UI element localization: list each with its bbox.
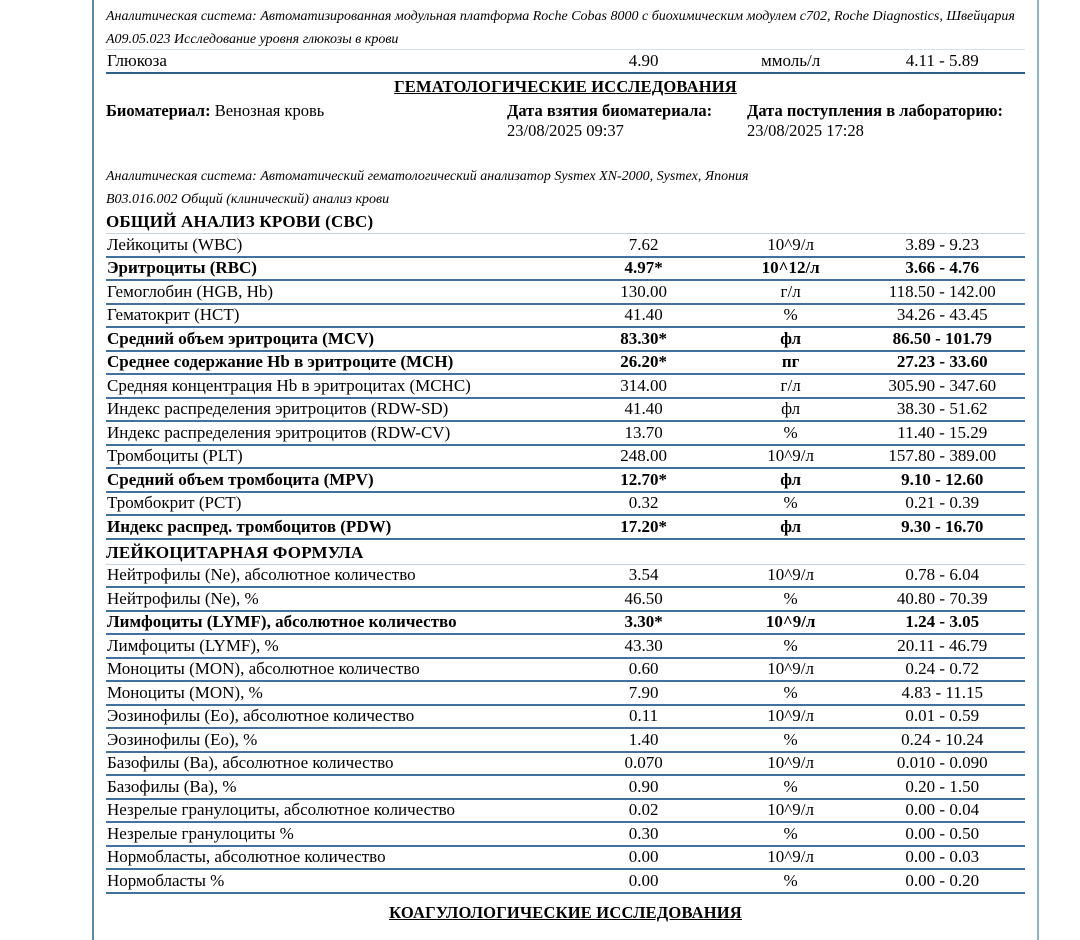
result-name: Лимфоциты (LYMF), % [107, 635, 279, 655]
result-row [106, 800, 1025, 824]
result-unit: % [783, 870, 798, 890]
result-row [106, 234, 1025, 258]
result-name: Индекс распределения эритроцитов (RDW-CV) [107, 422, 451, 442]
result-row [106, 422, 1025, 446]
result-name: Эритроциты (RBC) [107, 258, 257, 278]
result-unit: г/л [780, 281, 801, 301]
result-range: 38.30 - 51.62 [896, 399, 988, 419]
result-unit: 10^9/л [765, 612, 816, 632]
result-unit: фл [781, 399, 801, 419]
result-value: 314.00 [620, 375, 667, 395]
result-range: 40.80 - 70.39 [896, 588, 988, 608]
result-unit: % [783, 729, 798, 749]
result-name: Нейтрофилы (Ne), абсолютное количество [107, 565, 416, 585]
leukocyte-results-table [106, 565, 1025, 894]
result-unit: ммоль/л [761, 51, 821, 70]
result-row [106, 469, 1025, 493]
result-name: Тромбоциты (PLT) [107, 446, 243, 466]
result-value: 0.00 [628, 870, 659, 890]
result-range: 3.66 - 4.76 [905, 258, 980, 278]
result-range: 20.11 - 46.79 [897, 635, 988, 655]
result-name: Лейкоциты (WBC) [107, 234, 243, 254]
result-value: 0.90 [628, 776, 659, 796]
result-range: 4.11 - 5.89 [905, 51, 979, 70]
result-row [106, 588, 1025, 612]
result-unit: 10^9/л [767, 565, 814, 585]
result-value: 248.00 [620, 446, 667, 466]
biomaterial-cell [106, 101, 507, 121]
result-value: 0.02 [628, 800, 659, 820]
result-range: 0.20 - 1.50 [905, 776, 980, 796]
result-value: 0.11 [629, 706, 659, 726]
result-range: 4.83 - 11.15 [901, 682, 984, 702]
result-range: 0.78 - 6.04 [905, 565, 980, 585]
biomaterial-spacer [106, 121, 507, 143]
result-value: 0.32 [628, 493, 659, 513]
result-row [106, 493, 1025, 517]
result-name: Глюкоза [107, 51, 167, 70]
result-unit: 10^9/л [767, 234, 814, 254]
biomaterial-dates-line [106, 121, 1025, 143]
lab-report-page [92, 0, 1039, 940]
result-name: Средний объем тромбоцита (MPV) [107, 469, 374, 489]
collected-label: Дата взятия биоматериала: [507, 101, 713, 120]
test-code-note: A09.05.023 Исследование уровня глюкозы в крови [106, 32, 399, 47]
result-name: Базофилы (Ba), % [107, 776, 237, 796]
result-value: 3.54 [628, 565, 659, 585]
result-range: 305.90 - 347.60 [888, 375, 997, 395]
result-value: 41.40 [624, 399, 663, 419]
result-name: Эозинофилы (Eo), % [107, 729, 258, 749]
result-row [106, 281, 1025, 305]
result-row [106, 776, 1025, 800]
glucose-analytical-notes [106, 0, 1025, 49]
result-unit: % [783, 493, 798, 513]
result-row [106, 635, 1025, 659]
result-range: 0.010 - 0.090 [896, 753, 988, 773]
result-value: 4.97* [624, 258, 663, 278]
result-value: 13.70 [624, 422, 663, 442]
coagulation-section-header [106, 894, 1025, 922]
result-range: 0.21 - 0.39 [905, 493, 980, 513]
biomaterial-label: Биоматериал: [106, 101, 215, 120]
result-value: 41.40 [624, 305, 663, 325]
hematology-section-title: ГЕМАТОЛОГИЧЕСКИЕ ИССЛЕДОВАНИЯ [394, 77, 737, 96]
result-row [106, 328, 1025, 352]
result-range: 118.50 - 142.00 [888, 281, 996, 301]
result-range: 1.24 - 3.05 [905, 612, 980, 632]
result-row [106, 682, 1025, 706]
result-name: Лимфоциты (LYMF), абсолютное количество [107, 612, 457, 632]
result-value: 7.90 [628, 682, 659, 702]
result-unit: 10^9/л [767, 753, 814, 773]
result-range: 86.50 - 101.79 [892, 328, 992, 348]
result-unit: 10^9/л [767, 706, 814, 726]
result-row [106, 352, 1025, 376]
result-row [106, 659, 1025, 683]
result-range: 3.89 - 9.23 [905, 234, 980, 254]
result-unit: % [783, 823, 798, 843]
leukocyte-formula-title: ЛЕЙКОЦИТАРНАЯ ФОРМУЛА [106, 540, 1025, 565]
cbc-results-table [106, 234, 1025, 540]
result-row [106, 706, 1025, 730]
result-row-glucose [106, 49, 1025, 74]
result-value: 0.070 [624, 753, 663, 773]
result-row [106, 516, 1025, 540]
result-row [106, 847, 1025, 871]
result-range: 11.40 - 15.29 [897, 422, 988, 442]
result-row [106, 870, 1025, 894]
result-range: 0.24 - 10.24 [901, 729, 984, 749]
biomaterial-value: Венозная кровь [214, 101, 325, 120]
result-range: 0.01 - 0.59 [905, 706, 980, 726]
result-name: Среднее содержание Hb в эритроците (MCH) [107, 352, 454, 372]
result-unit: 10^9/л [767, 446, 814, 466]
result-value: 7.62 [628, 234, 659, 254]
analytical-system-note: Аналитическая система: Автоматизированная модульная платформа Roche Cobas 8000 с биохимическим модулем c702, Roche Diagnostics, Швейцария [106, 9, 1015, 24]
result-name: Базофилы (Ba), абсолютное количество [107, 753, 394, 773]
result-name: Эозинофилы (Eo), абсолютное количество [107, 706, 415, 726]
result-value: 12.70* [620, 469, 667, 489]
result-range: 27.23 - 33.60 [896, 352, 988, 372]
test-code-note: B03.016.002 Общий (клинический) анализ крови [106, 192, 390, 207]
spacer [106, 143, 1025, 163]
result-unit: 10^9/л [767, 800, 814, 820]
result-value: 83.30* [620, 328, 667, 348]
result-name: Моноциты (MON), абсолютное количество [107, 659, 420, 679]
result-unit: % [783, 682, 798, 702]
result-name: Незрелые гранулоциты % [107, 823, 294, 843]
result-unit: пг [781, 352, 800, 372]
result-value: 46.50 [624, 588, 663, 608]
result-value: 3.30* [624, 612, 663, 632]
result-row [106, 305, 1025, 329]
result-unit: фл [780, 516, 802, 536]
result-unit: г/л [780, 375, 801, 395]
result-unit: 10^9/л [767, 659, 814, 679]
result-unit: % [783, 422, 798, 442]
result-range: 157.80 - 389.00 [888, 446, 997, 466]
result-value: 0.60 [628, 659, 659, 679]
result-name: Нормобласты % [107, 870, 225, 890]
result-unit: фл [780, 469, 802, 489]
result-unit: фл [780, 328, 802, 348]
result-range: 9.10 - 12.60 [901, 469, 984, 489]
result-row [106, 399, 1025, 423]
result-value: 26.20* [620, 352, 667, 372]
result-name: Средняя концентрация Hb в эритроцитах (MCHC) [107, 375, 471, 395]
result-name: Нормобласты, абсолютное количество [107, 847, 386, 867]
received-value: 23/08/2025 17:28 [747, 121, 864, 140]
result-value: 130.00 [620, 281, 667, 301]
result-unit: % [783, 588, 798, 608]
analytical-system-note: Аналитическая система: Автоматический гематологический анализатор Sysmex XN-2000, Sysmex, Япония [106, 169, 749, 184]
result-name: Индекс распред. тромбоцитов (PDW) [107, 516, 392, 536]
result-row [106, 823, 1025, 847]
result-range: 0.00 - 0.50 [905, 823, 980, 843]
result-row [106, 612, 1025, 636]
result-row [106, 258, 1025, 282]
result-name: Тромбокрит (PCT) [107, 493, 242, 513]
result-value: 17.20* [620, 516, 667, 536]
result-range: 34.26 - 43.45 [896, 305, 988, 325]
result-range: 0.24 - 0.72 [905, 659, 980, 679]
result-row [106, 565, 1025, 589]
result-name: Моноциты (MON), % [107, 682, 263, 702]
result-range: 0.00 - 0.03 [905, 847, 980, 867]
received-label: Дата поступления в лабораторию: [747, 101, 1003, 120]
cbc-analytical-notes [106, 163, 1025, 209]
result-name: Гематокрит (HCT) [107, 305, 240, 325]
result-row [106, 753, 1025, 777]
coagulation-section-title: КОАГУЛОЛОГИЧЕСКИЕ ИССЛЕДОВАНИЯ [389, 902, 742, 922]
result-unit: 10^9/л [767, 847, 814, 867]
result-value: 0.30 [628, 823, 659, 843]
result-name: Средний объем эритроцита (MCV) [107, 328, 375, 348]
result-row [106, 375, 1025, 399]
result-value: 4.90 [628, 51, 659, 70]
result-row [106, 446, 1025, 470]
result-range: 9.30 - 16.70 [901, 516, 984, 536]
result-range: 0.00 - 0.20 [905, 870, 980, 890]
result-value: 43.30 [624, 635, 663, 655]
result-value: 1.40 [628, 729, 659, 749]
result-row [106, 729, 1025, 753]
collected-value: 23/08/2025 09:37 [507, 121, 624, 140]
result-value: 0.00 [628, 847, 659, 867]
cbc-section-title: ОБЩИЙ АНАЛИЗ КРОВИ (CBC) [106, 209, 1025, 234]
result-range: 0.00 - 0.04 [905, 800, 980, 820]
result-unit: 10^12/л [761, 258, 820, 278]
hematology-section-header [106, 74, 1025, 97]
result-name: Индекс распределения эритроцитов (RDW-SD) [107, 399, 449, 419]
result-unit: % [783, 776, 798, 796]
result-unit: % [783, 635, 798, 655]
result-unit: % [783, 305, 798, 325]
result-name: Гемоглобин (HGB, Hb) [107, 281, 274, 301]
biomaterial-header-line [106, 97, 1025, 121]
result-name: Незрелые гранулоциты, абсолютное количество [107, 800, 456, 820]
result-name: Нейтрофилы (Ne), % [107, 588, 259, 608]
